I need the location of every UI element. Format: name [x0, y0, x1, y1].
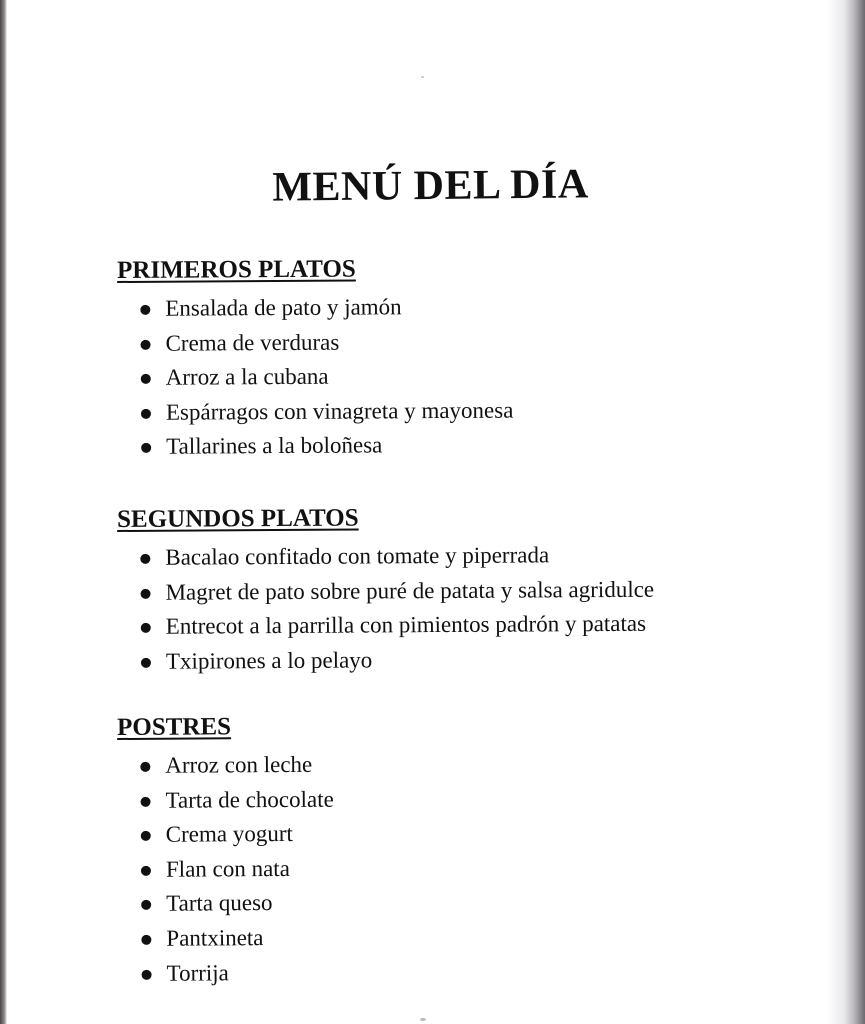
dish-list [117, 288, 818, 465]
bullet-icon [141, 339, 151, 349]
dish-item [118, 357, 818, 396]
dish-label: Crema de verduras [165, 329, 340, 356]
section-heading: POSTRES [117, 713, 232, 741]
bullet-icon [140, 762, 150, 772]
bullet-icon [141, 866, 151, 876]
dish-label: Flan con nata [165, 855, 290, 882]
bullet-icon [141, 900, 151, 910]
dish-label: Crema yogurt [165, 821, 293, 847]
bullet-icon [141, 374, 151, 384]
section-postres [117, 708, 819, 991]
section-segundos-platos [117, 500, 818, 680]
dish-label: Tarta de chocolate [165, 786, 334, 813]
dish-label: Txipirones a lo pelayo [165, 647, 373, 674]
paper-speck [421, 76, 424, 78]
dish-item [118, 849, 818, 888]
dish-item [118, 606, 818, 645]
bullet-icon [141, 831, 151, 841]
page-left-edge [0, 0, 7, 1024]
dish-item [118, 392, 818, 431]
bullet-icon [141, 935, 151, 945]
dish-label: Pantxineta [166, 925, 264, 951]
section-heading: SEGUNDOS PLATOS [117, 504, 359, 533]
bullet-icon [141, 588, 151, 598]
dish-item [118, 641, 818, 680]
dish-item [118, 883, 818, 922]
dish-label: Espárragos con vinagreta y mayonesa [165, 397, 514, 425]
dish-list [117, 537, 818, 680]
bullet-icon [141, 796, 151, 806]
section-heading: PRIMEROS PLATOS [117, 255, 356, 284]
dish-item [117, 745, 817, 784]
dish-item [118, 426, 818, 465]
dish-label: Entrecot a la parrilla con pimientos padrón y patatas [165, 610, 647, 639]
dish-item [117, 779, 817, 818]
dish-label: Torrija [166, 959, 229, 986]
dish-item [118, 814, 818, 853]
dish-label: Arroz a la cubana [165, 363, 329, 390]
dish-item [118, 918, 818, 957]
bullet-icon [140, 305, 150, 315]
dish-label: Bacalao confitado con tomate y piperrada [165, 542, 550, 570]
bullet-icon [141, 409, 151, 419]
dish-item [117, 571, 817, 610]
section-primeros-platos [117, 251, 818, 465]
bullet-icon [141, 623, 151, 633]
paper-speck [420, 1018, 426, 1021]
dish-label: Ensalada de pato y jamón [165, 294, 402, 321]
dish-label: Tarta queso [166, 890, 273, 917]
bullet-icon [141, 658, 151, 668]
dish-item [117, 537, 817, 576]
bullet-icon [140, 554, 150, 564]
dish-label: Magret de pato sobre puré de patata y salsa agridulce [165, 576, 655, 605]
dish-item [118, 952, 818, 991]
menu-title: MENÚ DEL DÍA [272, 161, 589, 211]
dish-list [117, 745, 818, 991]
page-right-edge [845, 0, 865, 1024]
dish-label: Arroz con leche [165, 751, 313, 778]
dish-item [117, 322, 817, 361]
page-right-shadow [827, 0, 845, 1024]
dish-item [117, 288, 817, 327]
dish-label: Tallarines a la boloñesa [166, 432, 383, 460]
bullet-icon [142, 969, 152, 979]
bullet-icon [141, 443, 151, 453]
